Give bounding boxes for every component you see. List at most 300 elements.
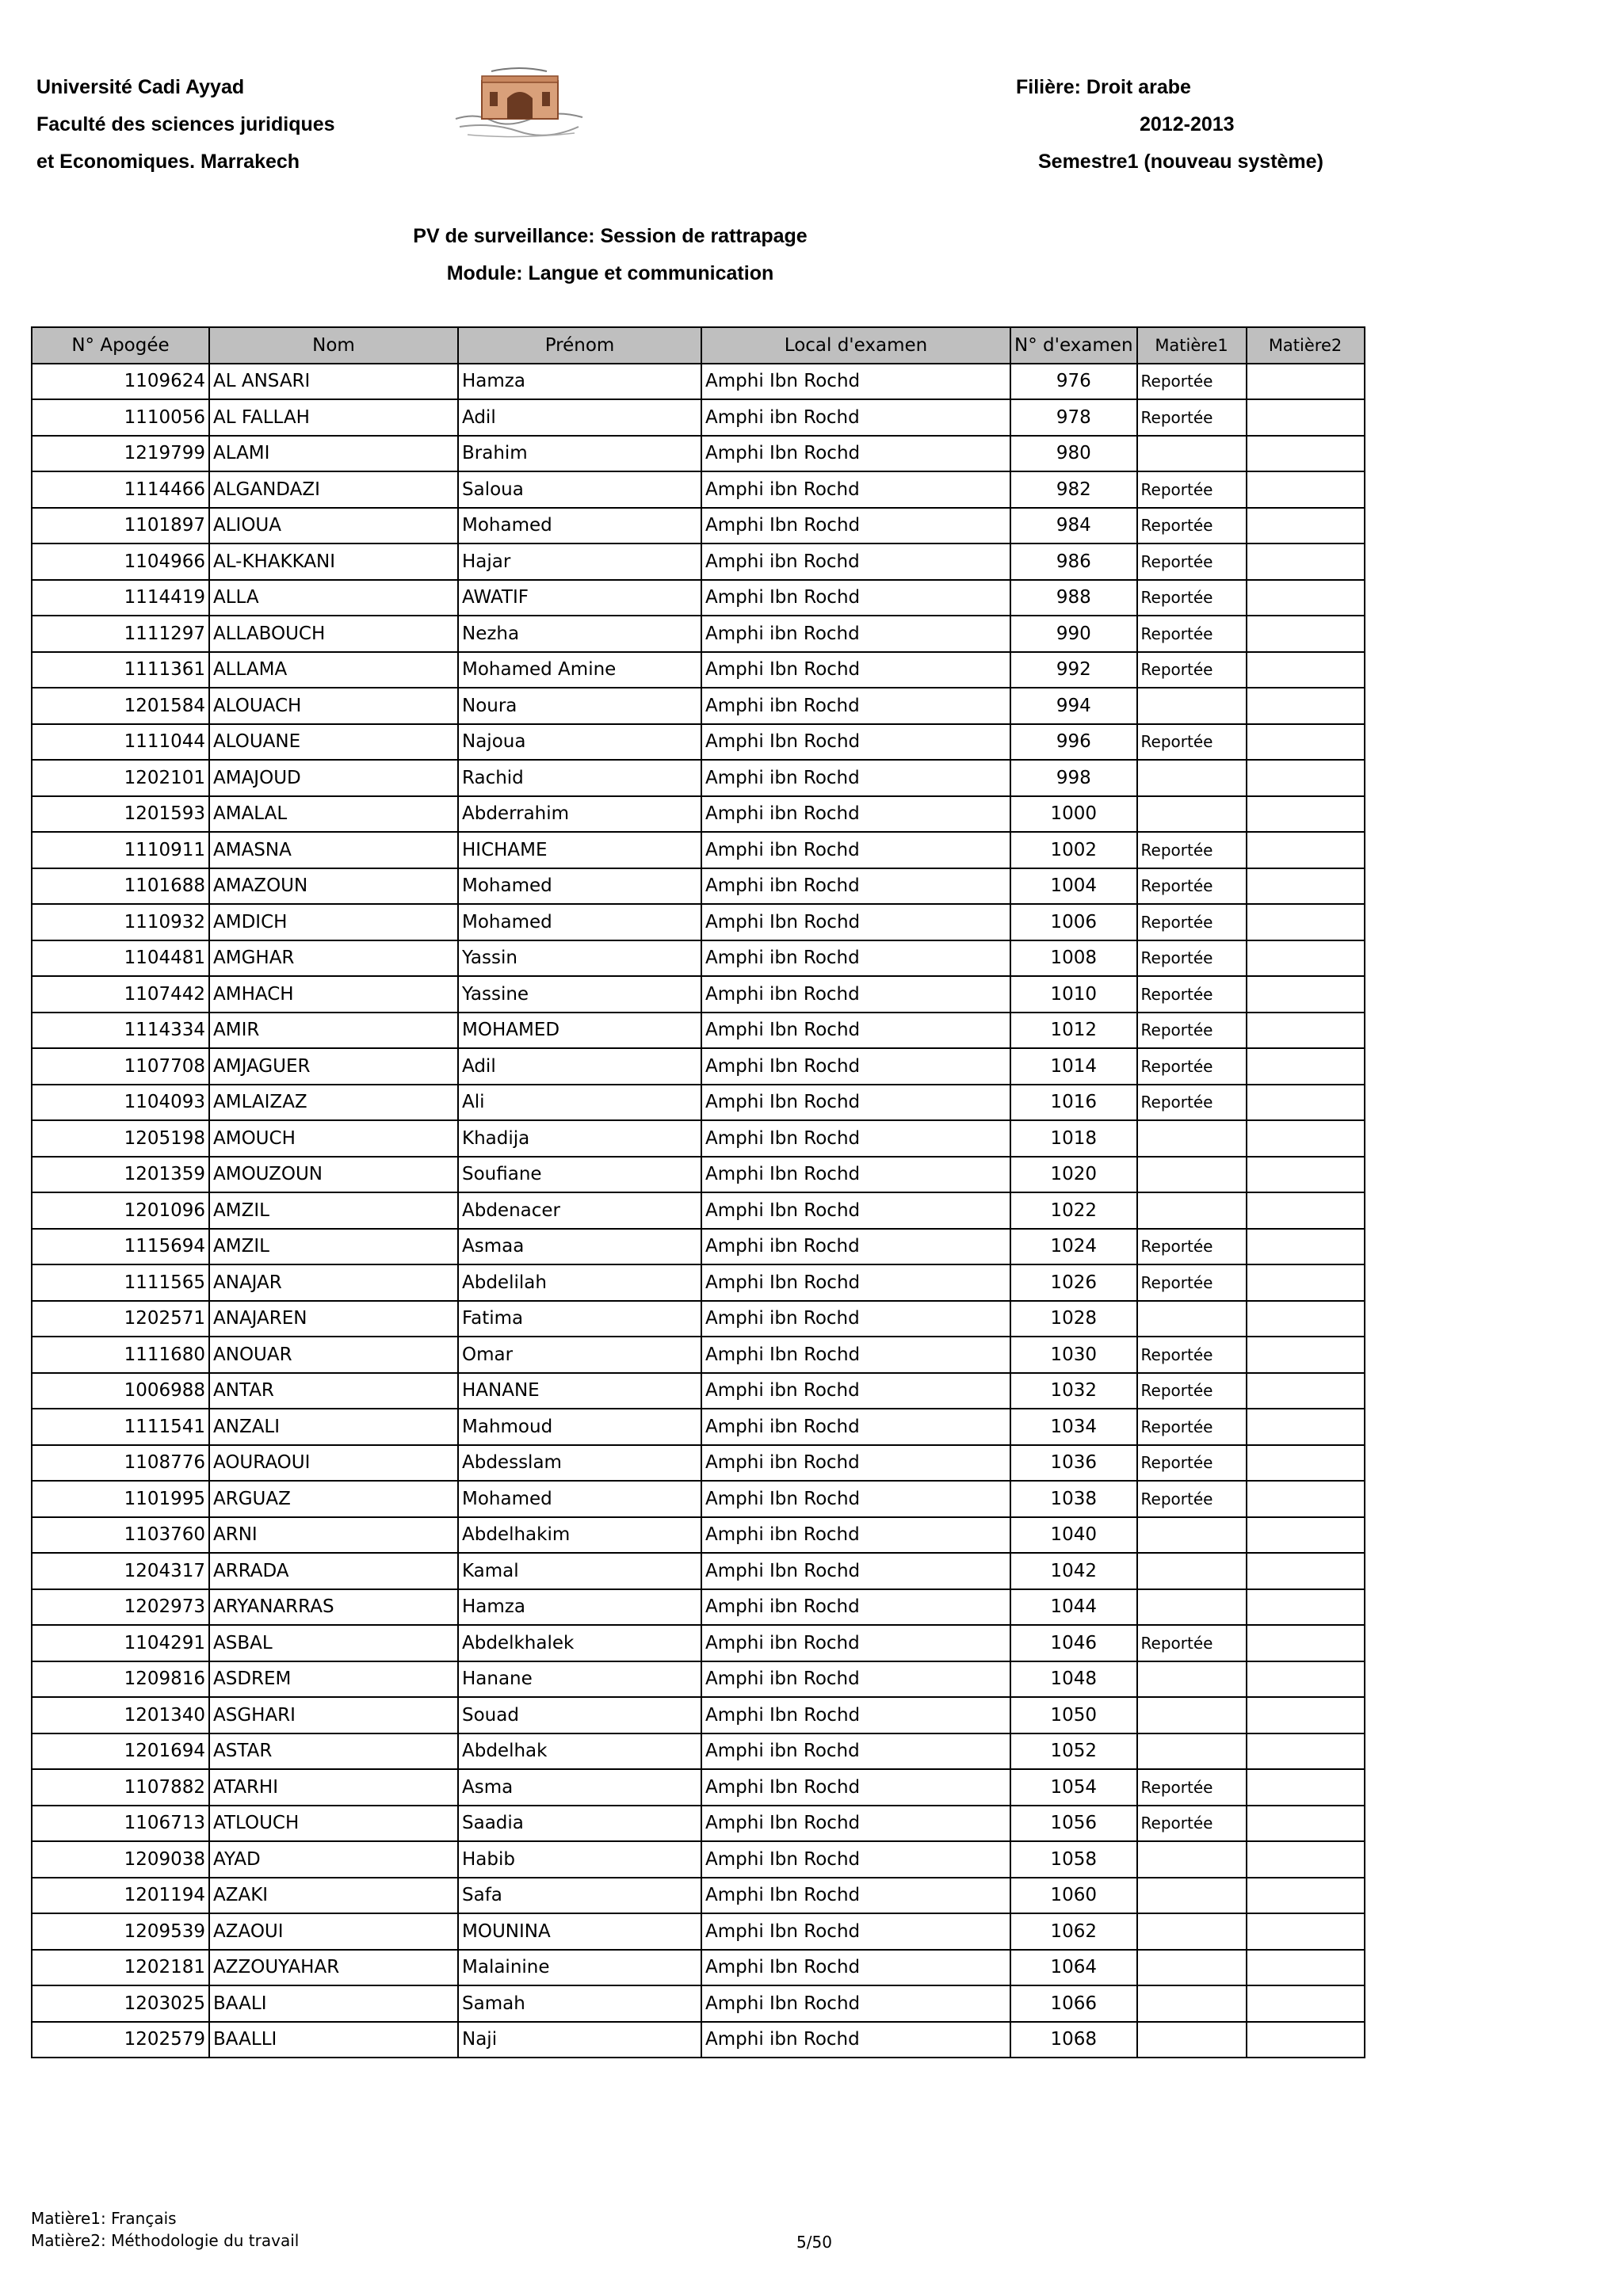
apogee-cell: 1110932	[32, 904, 209, 940]
matiere1-cell	[1137, 1878, 1247, 1914]
matiere2-cell	[1247, 796, 1365, 833]
table-row	[32, 1085, 1365, 1121]
local-cell: Amphi ibn Rochd	[701, 1517, 1010, 1554]
local-cell: Amphi Ibn Rochd	[701, 1481, 1010, 1517]
local-cell: Amphi Ibn Rochd	[701, 652, 1010, 688]
local-cell: Amphi Ibn Rochd	[701, 1806, 1010, 1842]
matiere2-cell	[1247, 1769, 1365, 1806]
academic-year: 2012-2013	[1140, 113, 1235, 135]
matiere1-cell: Reportée	[1137, 1085, 1247, 1121]
matiere1-cell: Reportée	[1137, 976, 1247, 1013]
matiere2-cell	[1247, 724, 1365, 761]
prenom-cell: Nezha	[458, 616, 701, 652]
nom-cell: ALLA	[209, 580, 458, 616]
table-row	[32, 1913, 1365, 1950]
table-row	[32, 1481, 1365, 1517]
apogee-cell: 1104481	[32, 940, 209, 977]
table-row	[32, 616, 1365, 652]
prenom-cell: Adil	[458, 1048, 701, 1085]
exam-number-cell: 1050	[1010, 1697, 1137, 1733]
matiere2-cell	[1247, 688, 1365, 724]
table-row	[32, 1445, 1365, 1482]
nom-cell: ASDREM	[209, 1661, 458, 1698]
apogee-cell: 1104093	[32, 1085, 209, 1121]
university-name: Université Cadi Ayyad	[36, 76, 245, 98]
matiere2-cell	[1247, 1085, 1365, 1121]
matiere1-cell: Reportée	[1137, 1048, 1247, 1085]
matiere1-cell	[1137, 796, 1247, 833]
nom-cell: AMASNA	[209, 832, 458, 868]
local-cell: Amphi Ibn Rochd	[701, 1085, 1010, 1121]
matiere2-cell	[1247, 1337, 1365, 1373]
nom-cell: BAALLI	[209, 2022, 458, 2058]
table-row	[32, 1192, 1365, 1229]
nom-cell: ALOUACH	[209, 688, 458, 724]
apogee-cell: 1111044	[32, 724, 209, 761]
table-row	[32, 1337, 1365, 1373]
matiere2-cell	[1247, 543, 1365, 580]
nom-cell: ALOUANE	[209, 724, 458, 761]
apogee-cell: 1202571	[32, 1301, 209, 1337]
local-cell: Amphi ibn Rochd	[701, 2022, 1010, 2058]
local-cell: Amphi ibn Rochd	[701, 616, 1010, 652]
local-cell: Amphi Ibn Rochd	[701, 1192, 1010, 1229]
apogee-cell: 1111297	[32, 616, 209, 652]
local-cell: Amphi ibn Rochd	[701, 760, 1010, 796]
matiere1-cell: Reportée	[1137, 1481, 1247, 1517]
nom-cell: AL-KHAKKANI	[209, 543, 458, 580]
prenom-cell: Abdenacer	[458, 1192, 701, 1229]
apogee-cell: 1107708	[32, 1048, 209, 1085]
matiere2-cell	[1247, 868, 1365, 905]
nom-cell: AMAJOUD	[209, 760, 458, 796]
exam-number-cell: 986	[1010, 543, 1137, 580]
local-cell: Amphi ibn Rochd	[701, 399, 1010, 436]
local-cell: Amphi Ibn Rochd	[701, 1120, 1010, 1157]
exam-number-cell: 1058	[1010, 1841, 1137, 1878]
nom-cell: ALIOUA	[209, 508, 458, 544]
table-row	[32, 1733, 1365, 1770]
prenom-cell: HICHAME	[458, 832, 701, 868]
apogee-cell: 1115694	[32, 1229, 209, 1265]
prenom-cell: Mohamed	[458, 508, 701, 544]
nom-cell: AMGHAR	[209, 940, 458, 977]
exam-number-cell: 1016	[1010, 1085, 1137, 1121]
nom-cell: ANOUAR	[209, 1337, 458, 1373]
prenom-cell: Mahmoud	[458, 1409, 701, 1445]
local-cell: Amphi ibn Rochd	[701, 471, 1010, 508]
table-row	[32, 1264, 1365, 1301]
apogee-cell: 1202181	[32, 1950, 209, 1986]
exam-number-cell: 1052	[1010, 1733, 1137, 1770]
matiere2-cell	[1247, 1157, 1365, 1193]
matiere1-cell: Reportée	[1137, 543, 1247, 580]
matiere2-cell	[1247, 1264, 1365, 1301]
table-row	[32, 652, 1365, 688]
apogee-cell: 1111361	[32, 652, 209, 688]
table-row	[32, 904, 1365, 940]
exam-number-cell: 988	[1010, 580, 1137, 616]
page-number: 5/50	[796, 2233, 832, 2252]
apogee-cell: 1111680	[32, 1337, 209, 1373]
nom-cell: AZAOUI	[209, 1913, 458, 1950]
local-cell: Amphi Ibn Rochd	[701, 1950, 1010, 1986]
apogee-cell: 1201096	[32, 1192, 209, 1229]
table-row	[32, 688, 1365, 724]
nom-cell: ALGANDAZI	[209, 471, 458, 508]
table-row	[32, 868, 1365, 905]
matiere1-cell: Reportée	[1137, 508, 1247, 544]
local-cell: Amphi Ibn Rochd	[701, 1878, 1010, 1914]
exam-number-cell: 1040	[1010, 1517, 1137, 1554]
apogee-cell: 1219799	[32, 436, 209, 472]
local-cell: Amphi ibn Rochd	[701, 543, 1010, 580]
nom-cell: ALLAMA	[209, 652, 458, 688]
matiere1-cell: Reportée	[1137, 868, 1247, 905]
apogee-cell: 1201694	[32, 1733, 209, 1770]
matiere1-cell: Reportée	[1137, 1264, 1247, 1301]
nom-cell: AL FALLAH	[209, 399, 458, 436]
local-cell: Amphi Ibn Rochd	[701, 1841, 1010, 1878]
prenom-cell: Mohamed Amine	[458, 652, 701, 688]
table-row	[32, 760, 1365, 796]
matiere2-cell	[1247, 1878, 1365, 1914]
nom-cell: AZZOUYAHAR	[209, 1950, 458, 1986]
prenom-cell: Hamza	[458, 1589, 701, 1626]
matiere2-cell	[1247, 1373, 1365, 1409]
exam-number-cell: 1038	[1010, 1481, 1137, 1517]
prenom-cell: Rachid	[458, 760, 701, 796]
matiere2-cell	[1247, 1409, 1365, 1445]
exam-number-cell: 1064	[1010, 1950, 1137, 1986]
prenom-cell: Noura	[458, 688, 701, 724]
apogee-cell: 1114466	[32, 471, 209, 508]
matiere1-cell: Reportée	[1137, 1769, 1247, 1806]
table-row	[32, 364, 1365, 400]
table-header-row	[32, 327, 1365, 364]
apogee-cell: 1203025	[32, 1985, 209, 2022]
nom-cell: ANAJAR	[209, 1264, 458, 1301]
table-row	[32, 1409, 1365, 1445]
matiere1-cell: Reportée	[1137, 580, 1247, 616]
table-row	[32, 1625, 1365, 1661]
prenom-cell: Abdesslam	[458, 1445, 701, 1482]
apogee-cell: 1209539	[32, 1913, 209, 1950]
table-row	[32, 1950, 1365, 1986]
matiere2-cell	[1247, 832, 1365, 868]
prenom-cell: Yassine	[458, 976, 701, 1013]
exam-number-cell: 1000	[1010, 796, 1137, 833]
matiere1-cell: Reportée	[1137, 1445, 1247, 1482]
exam-number-cell: 1014	[1010, 1048, 1137, 1085]
apogee-cell: 1209816	[32, 1661, 209, 1698]
local-cell: Amphi ibn Rochd	[701, 1409, 1010, 1445]
prenom-cell: Abdelilah	[458, 1264, 701, 1301]
table-row	[32, 1841, 1365, 1878]
prenom-cell: Mohamed	[458, 868, 701, 905]
exam-number-cell: 984	[1010, 508, 1137, 544]
matiere2-cell	[1247, 436, 1365, 472]
nom-cell: AMHACH	[209, 976, 458, 1013]
matiere2-cell	[1247, 1841, 1365, 1878]
apogee-cell: 1109624	[32, 364, 209, 400]
table-row	[32, 1589, 1365, 1626]
matiere2-cell	[1247, 2022, 1365, 2058]
matiere2-cell	[1247, 1950, 1365, 1986]
nom-cell: ASGHARI	[209, 1697, 458, 1733]
document-titles	[317, 224, 903, 299]
apogee-cell: 1108776	[32, 1445, 209, 1482]
matiere2-cell	[1247, 652, 1365, 688]
exam-number-cell: 1056	[1010, 1806, 1137, 1842]
apogee-cell: 1101897	[32, 508, 209, 544]
apogee-cell: 1201593	[32, 796, 209, 833]
matiere1-cell: Reportée	[1137, 724, 1247, 761]
institution-header	[36, 75, 335, 187]
matiere2-cell	[1247, 1229, 1365, 1265]
apogee-cell: 1107442	[32, 976, 209, 1013]
header-exam-number: N° d'examen	[1010, 327, 1137, 364]
matiere1-cell	[1137, 1301, 1247, 1337]
nom-cell: AMDICH	[209, 904, 458, 940]
exam-number-cell: 992	[1010, 652, 1137, 688]
nom-cell: ATARHI	[209, 1769, 458, 1806]
matiere2-cell	[1247, 1985, 1365, 2022]
nom-cell: AYAD	[209, 1841, 458, 1878]
exam-number-cell: 982	[1010, 471, 1137, 508]
apogee-cell: 1006988	[32, 1373, 209, 1409]
table-row	[32, 580, 1365, 616]
matiere1-cell: Reportée	[1137, 940, 1247, 977]
exam-number-cell: 976	[1010, 364, 1137, 400]
matiere1-cell: Reportée	[1137, 399, 1247, 436]
matiere1-cell: Reportée	[1137, 364, 1247, 400]
nom-cell: AL ANSARI	[209, 364, 458, 400]
exam-number-cell: 1060	[1010, 1878, 1137, 1914]
exam-number-cell: 1042	[1010, 1553, 1137, 1589]
matiere2-cell	[1247, 1481, 1365, 1517]
table-row	[32, 1048, 1365, 1085]
matiere2-cell	[1247, 364, 1365, 400]
matiere1-cell	[1137, 1733, 1247, 1770]
matiere1-cell	[1137, 2022, 1247, 2058]
nom-cell: AMIR	[209, 1013, 458, 1049]
exam-number-cell: 1044	[1010, 1589, 1137, 1626]
table-row	[32, 1229, 1365, 1265]
table-row	[32, 1013, 1365, 1049]
matiere2-cell	[1247, 1120, 1365, 1157]
table-row	[32, 1661, 1365, 1698]
exam-number-cell: 978	[1010, 399, 1137, 436]
exam-number-cell: 1032	[1010, 1373, 1137, 1409]
exam-number-cell: 1018	[1010, 1120, 1137, 1157]
header-matiere1: Matière1	[1137, 327, 1247, 364]
prenom-cell: Adil	[458, 399, 701, 436]
matiere1-cell	[1137, 1192, 1247, 1229]
matiere1-cell	[1137, 1517, 1247, 1554]
matiere1-cell: Reportée	[1137, 1013, 1247, 1049]
nom-cell: ALAMI	[209, 436, 458, 472]
local-cell: Amphi Ibn Rochd	[701, 1913, 1010, 1950]
table-row	[32, 796, 1365, 833]
matiere1-cell	[1137, 1661, 1247, 1698]
header-local: Local d'examen	[701, 327, 1010, 364]
local-cell: Amphi Ibn Rochd	[701, 1697, 1010, 1733]
apogee-cell: 1111541	[32, 1409, 209, 1445]
prenom-cell: Abdelkhalek	[458, 1625, 701, 1661]
table-row	[32, 1985, 1365, 2022]
matiere2-cell	[1247, 760, 1365, 796]
local-cell: Amphi ibn Rochd	[701, 1625, 1010, 1661]
local-cell: Amphi Ibn Rochd	[701, 1337, 1010, 1373]
matiere1-cell	[1137, 1913, 1247, 1950]
exam-number-cell: 1048	[1010, 1661, 1137, 1698]
local-cell: Amphi Ibn Rochd	[701, 364, 1010, 400]
local-cell: Amphi ibn Rochd	[701, 940, 1010, 977]
prenom-cell: Malainine	[458, 1950, 701, 1986]
matiere1-cell	[1137, 1697, 1247, 1733]
apogee-cell: 1201584	[32, 688, 209, 724]
apogee-cell: 1103760	[32, 1517, 209, 1554]
apogee-cell: 1201340	[32, 1697, 209, 1733]
matiere2-cell	[1247, 1806, 1365, 1842]
apogee-cell: 1202973	[32, 1589, 209, 1626]
matiere2-cell	[1247, 1553, 1365, 1589]
nom-cell: ARRADA	[209, 1553, 458, 1589]
matiere2-cell	[1247, 1697, 1365, 1733]
table-row	[32, 1373, 1365, 1409]
exam-number-cell: 1066	[1010, 1985, 1137, 2022]
apogee-cell: 1104966	[32, 543, 209, 580]
table-row	[32, 1806, 1365, 1842]
exam-number-cell: 1022	[1010, 1192, 1137, 1229]
matiere2-cell	[1247, 976, 1365, 1013]
local-cell: Amphi ibn Rochd	[701, 1301, 1010, 1337]
matiere1-cell: Reportée	[1137, 1409, 1247, 1445]
matiere1-cell: Reportée	[1137, 904, 1247, 940]
matiere2-cell	[1247, 1625, 1365, 1661]
exam-number-cell: 1030	[1010, 1337, 1137, 1373]
local-cell: Amphi ibn Rochd	[701, 1589, 1010, 1626]
apogee-cell: 1101995	[32, 1481, 209, 1517]
local-cell: Amphi ibn Rochd	[701, 688, 1010, 724]
exam-number-cell: 1008	[1010, 940, 1137, 977]
matiere1-cell	[1137, 688, 1247, 724]
nom-cell: AOURAOUI	[209, 1445, 458, 1482]
matiere2-cell	[1247, 1517, 1365, 1554]
matiere1-cell	[1137, 1985, 1247, 2022]
apogee-cell: 1114334	[32, 1013, 209, 1049]
local-cell: Amphi ibn Rochd	[701, 1445, 1010, 1482]
prenom-cell: Mohamed	[458, 904, 701, 940]
prenom-cell: Hamza	[458, 364, 701, 400]
prenom-cell: Hanane	[458, 1661, 701, 1698]
exam-number-cell: 1062	[1010, 1913, 1137, 1950]
prenom-cell: Hajar	[458, 543, 701, 580]
surveillance-table	[31, 326, 1365, 2058]
table-row	[32, 940, 1365, 977]
nom-cell: ARNI	[209, 1517, 458, 1554]
exam-number-cell: 998	[1010, 760, 1137, 796]
prenom-cell: Samah	[458, 1985, 701, 2022]
prenom-cell: MOHAMED	[458, 1013, 701, 1049]
prenom-cell: Khadija	[458, 1120, 701, 1157]
table-row	[32, 508, 1365, 544]
apogee-cell: 1106713	[32, 1806, 209, 1842]
apogee-cell: 1110911	[32, 832, 209, 868]
apogee-cell: 1202101	[32, 760, 209, 796]
program-header	[999, 75, 1363, 187]
nom-cell: ANTAR	[209, 1373, 458, 1409]
exam-number-cell: 1036	[1010, 1445, 1137, 1482]
exam-number-cell: 1046	[1010, 1625, 1137, 1661]
prenom-cell: Naji	[458, 2022, 701, 2058]
legend-matiere2: Matière2: Méthodologie du travail	[31, 2231, 300, 2250]
apogee-cell: 1205198	[32, 1120, 209, 1157]
local-cell: Amphi Ibn Rochd	[701, 436, 1010, 472]
table-row	[32, 1878, 1365, 1914]
matiere2-cell	[1247, 1589, 1365, 1626]
exam-number-cell: 990	[1010, 616, 1137, 652]
local-cell: Amphi Ibn Rochd	[701, 1048, 1010, 1085]
matiere1-cell	[1137, 1157, 1247, 1193]
prenom-cell: Omar	[458, 1337, 701, 1373]
nom-cell: ARYANARRAS	[209, 1589, 458, 1626]
prenom-cell: Safa	[458, 1878, 701, 1914]
matiere2-cell	[1247, 471, 1365, 508]
local-cell: Amphi Ibn Rochd	[701, 1985, 1010, 2022]
matiere2-cell	[1247, 940, 1365, 977]
table-row	[32, 2022, 1365, 2058]
apogee-cell: 1107882	[32, 1769, 209, 1806]
prenom-cell: Kamal	[458, 1553, 701, 1589]
apogee-cell: 1204317	[32, 1553, 209, 1589]
apogee-cell: 1104291	[32, 1625, 209, 1661]
nom-cell: AZAKI	[209, 1878, 458, 1914]
nom-cell: AMLAIZAZ	[209, 1085, 458, 1121]
apogee-cell: 1201359	[32, 1157, 209, 1193]
matiere1-cell: Reportée	[1137, 1373, 1247, 1409]
matiere1-cell: Reportée	[1137, 616, 1247, 652]
apogee-cell: 1202579	[32, 2022, 209, 2058]
matiere2-cell	[1247, 904, 1365, 940]
prenom-cell: HANANE	[458, 1373, 701, 1409]
header-prenom: Prénom	[458, 327, 701, 364]
table-row	[32, 399, 1365, 436]
exam-number-cell: 996	[1010, 724, 1137, 761]
prenom-cell: Saloua	[458, 471, 701, 508]
table-row	[32, 1769, 1365, 1806]
table-row	[32, 543, 1365, 580]
local-cell: Amphi Ibn Rochd	[701, 1013, 1010, 1049]
local-cell: Amphi Ibn Rochd	[701, 904, 1010, 940]
local-cell: Amphi ibn Rochd	[701, 976, 1010, 1013]
nom-cell: AMZIL	[209, 1192, 458, 1229]
local-cell: Amphi ibn Rochd	[701, 796, 1010, 833]
matiere1-cell	[1137, 1950, 1247, 1986]
header-nom: Nom	[209, 327, 458, 364]
prenom-cell: Saadia	[458, 1806, 701, 1842]
matiere2-cell	[1247, 1301, 1365, 1337]
table-row	[32, 436, 1365, 472]
module-title: Module: Langue et communication	[446, 262, 774, 284]
exam-number-cell: 1026	[1010, 1264, 1137, 1301]
apogee-cell: 1111565	[32, 1264, 209, 1301]
nom-cell: AMAZOUN	[209, 868, 458, 905]
nom-cell: ARGUAZ	[209, 1481, 458, 1517]
apogee-cell: 1101688	[32, 868, 209, 905]
matiere2-cell	[1247, 1048, 1365, 1085]
